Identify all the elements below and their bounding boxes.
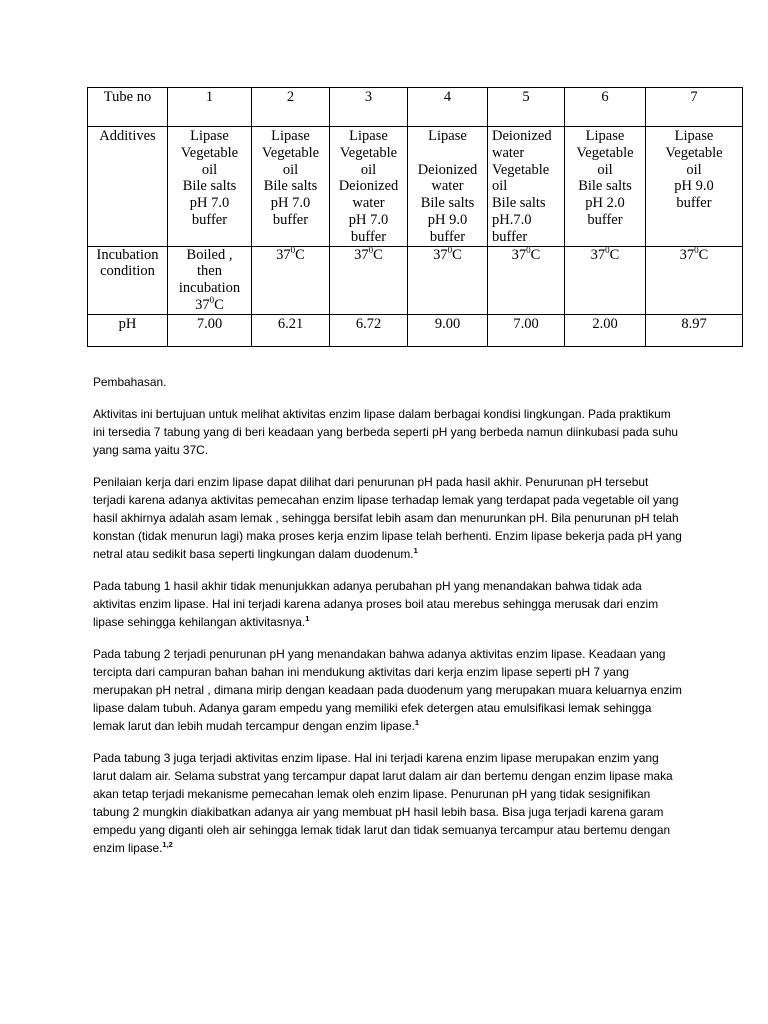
additive-line: buffer	[492, 228, 528, 245]
additive-line: pH 7.0	[270, 195, 311, 212]
additive-line: Lipase	[349, 128, 388, 144]
incubation-line: then	[197, 263, 222, 280]
incubation-line: incubation	[178, 280, 241, 297]
temp-unit: C	[452, 246, 462, 263]
additive-line: pH 7.0	[348, 211, 389, 228]
temp-unit: C	[609, 246, 620, 263]
incubation-cell	[168, 246, 252, 314]
ph-value: 6.21	[252, 314, 330, 346]
incubation-label-line: Incubation	[96, 246, 159, 263]
temperature	[276, 244, 305, 263]
additive-line: pH 9.0	[674, 178, 714, 195]
ph-value: 8.97	[646, 314, 743, 346]
temp-value: 37	[354, 246, 369, 263]
additive-line	[409, 145, 486, 162]
additive-line: Vegetable	[492, 161, 550, 178]
paragraph-text: Penilaian kerja dari enzim lipase dapat dilihat dari penurunan pH pada hasil akhir. Penurunan pH tersebut terjadi karena adanya aktivitas pemecahan enzim lipase terhadap lemak yang terdapat pada vegetable oil yang hasil akhirnya adalah asam lemak , sehingga bersifat lebih asam dan menurunkan pH. Bila penurunan pH telah konstan (tidak menurun lagi) maka proses kerja enzim lipase telah berhenti. Enzim lipase bekerja pada pH yang netral atau sedikit basa seperti lingkungan dalam duodenum.	[93, 475, 682, 561]
additive-line: Bile salts	[182, 178, 237, 195]
additive-line: Vegetable	[339, 144, 398, 161]
temp-value: 37	[195, 296, 210, 313]
footnote-ref: 1	[305, 614, 310, 624]
temp-unit: C	[698, 246, 709, 263]
additive-line: buffer	[676, 195, 712, 212]
header-row	[88, 88, 743, 127]
additive-line: oil	[492, 178, 508, 195]
results-table	[87, 87, 743, 347]
temperature	[354, 244, 383, 263]
tube-number: 5	[488, 88, 565, 127]
paragraph	[93, 645, 683, 735]
incubation-cell	[488, 246, 565, 314]
additive-line: pH 2.0	[585, 195, 625, 212]
tube-number: 6	[565, 88, 646, 127]
additive-line: Lipase	[190, 128, 229, 144]
temp-value: 37	[679, 246, 695, 263]
incubation-cell	[646, 246, 743, 314]
incubation-cell	[565, 246, 646, 314]
additive-line: oil	[686, 161, 702, 178]
additive-line: Bile salts	[263, 178, 318, 195]
additive-line: Lipase	[271, 128, 310, 144]
incubation-cell	[330, 246, 408, 314]
additive-line: buffer	[272, 211, 309, 228]
footnote-ref: 1,2	[162, 840, 173, 850]
additive-line: Lipase	[428, 128, 467, 144]
additive-line: water	[352, 195, 385, 212]
temperature	[169, 297, 250, 314]
additives-cell	[330, 127, 408, 247]
additive-line: Vegetable	[180, 144, 239, 161]
additive-line: Deionized	[492, 128, 552, 144]
additive-line: Deionized	[338, 178, 399, 195]
temp-degree: 0	[694, 244, 699, 255]
paragraph	[93, 749, 683, 857]
incubation-cell	[252, 246, 330, 314]
paragraph	[93, 473, 683, 563]
temp-value: 37	[511, 246, 527, 263]
ph-value: 7.00	[168, 314, 252, 346]
temp-degree: 0	[526, 244, 531, 255]
additive-line: Lipase	[674, 128, 714, 144]
temp-unit: C	[214, 296, 224, 313]
tube-number: 7	[646, 88, 743, 127]
temp-degree: 0	[368, 244, 374, 255]
additive-line: Vegetable	[665, 144, 723, 161]
incubation-row	[88, 246, 743, 314]
additive-line: buffer	[429, 228, 466, 245]
additives-cell	[408, 127, 488, 247]
ph-value: 6.72	[330, 314, 408, 346]
additive-line: Vegetable	[576, 144, 634, 161]
temperature	[679, 244, 709, 263]
additives-row	[88, 127, 743, 247]
additive-line: pH 7.0	[189, 195, 230, 212]
additive-line: buffer	[191, 211, 228, 228]
temp-value: 37	[276, 246, 291, 263]
temp-value: 37	[433, 246, 448, 263]
additive-line: water	[492, 144, 525, 161]
ph-value: 9.00	[408, 314, 488, 346]
additives-label: Additives	[88, 127, 168, 247]
additive-line: Bile salts	[492, 195, 546, 212]
paragraph-text: Pada tabung 1 hasil akhir tidak menunjukkan adanya perubahan pH yang menandakan bahwa tidak ada aktivitas enzim lipase. Hal ini terjadi karena adanya proses boil atau merebus sehingga merusak dari enzim lipase sehingga kehilangan aktivitasnya.	[93, 579, 659, 629]
discussion-section	[93, 373, 683, 871]
temp-unit: C	[373, 246, 383, 263]
additive-line: Vegetable	[261, 144, 320, 161]
incubation-cell	[408, 246, 488, 314]
incubation-line: Boiled ,	[186, 246, 233, 263]
section-heading: Pembahasan.	[93, 375, 167, 389]
additives-cell	[646, 127, 743, 247]
temp-value: 37	[590, 246, 606, 263]
tube-no-label: Tube no	[88, 88, 168, 127]
additives-cell	[488, 127, 565, 247]
temp-degree: 0	[447, 244, 453, 255]
temp-unit: C	[530, 246, 541, 263]
additive-line: pH 9.0	[427, 211, 468, 228]
temp-unit: C	[295, 246, 305, 263]
paragraph-text: Aktivitas ini bertujuan untuk melihat aktivitas enzim lipase dalam berbagai kondisi lingkungan. Pada praktikum ini tersedia 7 tabung yang di beri keadaan yang berbeda seperti pH yang berbeda namun diinkubasi pada suhu yang sama yaitu 37C.	[93, 407, 679, 457]
paragraph	[93, 405, 683, 459]
temp-degree: 0	[605, 244, 610, 255]
paragraph	[93, 577, 683, 631]
tube-number: 4	[408, 88, 488, 127]
additive-line: water	[431, 178, 464, 195]
paragraph-text: Pada tabung 3 juga terjadi aktivitas enzim lipase. Hal ini terjadi karena enzim lipase merupakan enzim yang larut dalam air. Selama substrat yang tercampur dapat larut dalam air dan bertemu dengan enzim lipase maka akan tetap terjadi mekanisme pemecahan lemak oleh enzim lipase. Penurunan pH yang tidak sesignifikan tabung 2 mungkin diakibatkan adanya air yang membuat pH hasil lebih basa. Bisa juga terjadi karena garam empedu yang diganti oleh air sehingga lemak tidak larut dan tidak semuanya tercampur atau bertemu dengan enzim lipase.	[93, 751, 673, 855]
additives-cell	[168, 127, 252, 247]
temp-degree: 0	[209, 295, 215, 306]
additive-line: buffer	[350, 228, 387, 245]
additives-cell	[252, 127, 330, 247]
additive-line: oil	[597, 161, 613, 178]
ph-label: pH	[88, 314, 168, 346]
temperature	[511, 244, 541, 263]
footnote-ref: 1	[414, 718, 420, 728]
tube-number: 2	[252, 88, 330, 127]
additive-line: Lipase	[585, 128, 625, 144]
ph-row	[88, 314, 743, 346]
additive-line: Bile salts	[420, 195, 475, 212]
additives-cell	[565, 127, 646, 247]
temperature	[590, 244, 620, 263]
additive-line: oil	[201, 161, 218, 178]
additive-line: Bile salts	[578, 178, 632, 195]
temp-degree: 0	[290, 244, 296, 255]
paragraph-text: Pada tabung 2 terjadi penurunan pH yang menandakan bahwa adanya aktivitas enzim lipase. Keadaan yang tercipta dari campuran bahan bahan ini mendukung aktivitas dari kerja enzim lipase seperti pH 7 yang merupakan pH netral , dimana mirip dengan keadaan pada duodenum yang merupakan muara keluarnya enzim lipase dalam tubuh. Adanya garam empedu yang memiliki efek detergen atau emulsifikasi lemak sehingga lemak larut dan lebih mudah tercampur dengan enzim lipase.	[93, 647, 682, 733]
temperature	[433, 244, 462, 263]
ph-value: 2.00	[565, 314, 646, 346]
tube-number: 3	[330, 88, 408, 127]
additive-line: buffer	[587, 211, 623, 228]
incubation-label	[88, 246, 168, 314]
ph-value: 7.00	[488, 314, 565, 346]
additive-line: oil	[282, 161, 299, 178]
additive-line: pH.7.0	[492, 211, 532, 228]
additive-line: Deionized	[417, 161, 478, 178]
footnote-ref: 1	[413, 546, 418, 556]
tube-number: 1	[168, 88, 252, 127]
incubation-label-line: condition	[100, 263, 155, 280]
additive-line: oil	[360, 161, 377, 178]
